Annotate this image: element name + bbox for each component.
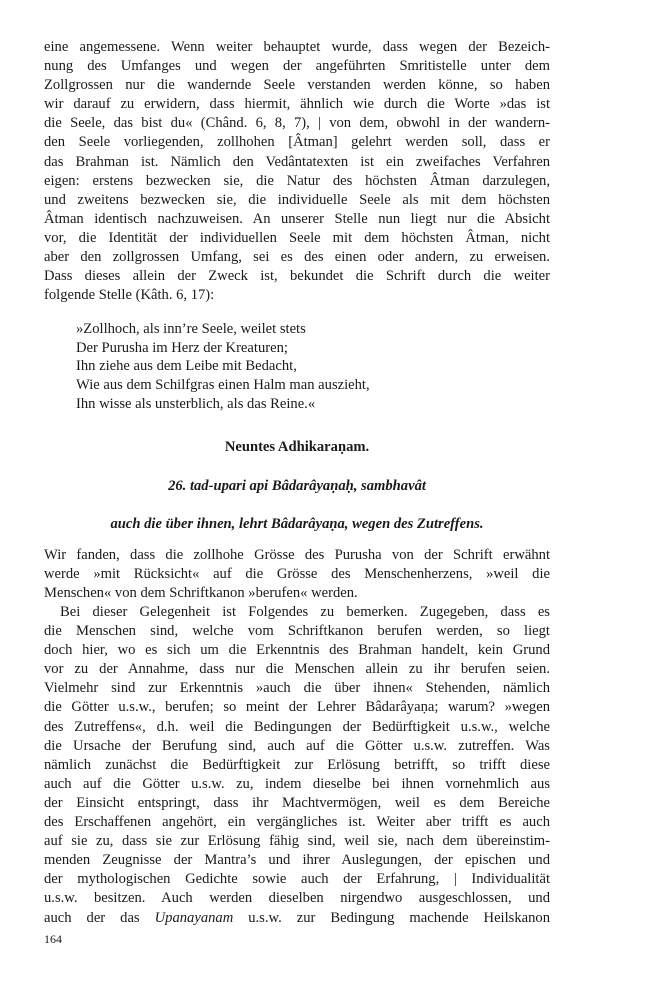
text-line: folgende Stelle (Kâth. 6, 17):: [44, 287, 215, 304]
sutra-translation: auch die über ihnen, lehrt Bâdarâyaṇa, wegen des Zutreffens.: [110, 516, 484, 532]
paragraph-3: [44, 603, 550, 909]
paragraph-2: [44, 546, 550, 603]
text-line: und zweitens bezwecken sie, die individuelle Seele als mit dem höchsten: [44, 191, 550, 208]
text-line: auf sie zu, dass sie zur Erlösung fähig sind, weil sie, nach dem übereinstim-: [44, 833, 550, 850]
text-line: die Ursache der Berufung sind, auch auf die Götter u.s.w. zutreffen. Was: [44, 737, 550, 754]
text-line: menden Zeugnisse der Mantra’s und ihrer Auslegungen, der epischen und: [44, 852, 550, 869]
text-line: werde »mit Rücksicht« auf die Grösse des Menschenherzens, »weil die: [44, 566, 550, 583]
text-line: doch hier, wo es sich um die Erkenntnis des Brahman handelt, kein Grund: [44, 642, 550, 659]
text-line: Ihn wisse als unsterblich, als das Reine.«: [76, 395, 316, 412]
text-line: Wie aus dem Schilfgras einen Halm man auszieht,: [76, 377, 370, 394]
text-line: des Erschaffenen angehört, ein vergängliches ist. Weiter aber trifft es auch: [44, 814, 550, 831]
text-line: das Brahman ist. Nämlich den Vedântatexten ist ein zweifaches Verfahren: [44, 153, 550, 170]
italic-term: Upanayanam: [154, 910, 234, 926]
paragraph-1: [44, 38, 550, 305]
text-line: Âtman identisch nachzuweisen. An unserer Stelle nun liegt nur die Absicht: [44, 210, 550, 227]
paragraph-3-last-line: [44, 909, 550, 928]
text-line: Vielmehr sind zur Erkenntnis »auch die über ihnen« Stehenden, nämlich: [44, 680, 550, 697]
text-line: eigen: erstens bezwecken sie, die Natur des höchsten Âtman darzulegen,: [44, 172, 550, 189]
sutra-heading: 26. tad-upari api Bâdarâyaṇaḥ, sambhavât: [168, 478, 426, 494]
text-line: vor, die Identität der individuellen Seele mit dem höchsten Âtman, nicht: [44, 229, 550, 246]
text-line: [44, 909, 550, 928]
text-line: u.s.w. besitzen. Auch werden dieselben nirgendwo ausgeschlossen, und: [44, 890, 550, 907]
text-line: eine angemessene. Wenn weiter behauptet wurde, dass wegen der Bezeich-: [44, 39, 550, 55]
text-fragment: u.s.w. zur Bedingung machende Heilskanon: [233, 910, 550, 926]
text-line: des Zutreffens«, d.h. weil die Bedingungen der Bedürftigkeit u.s.w., welche: [44, 718, 550, 735]
text-line: der mythologischen Gedichte sowie auch der Erfahrung, | Individualität: [44, 871, 550, 888]
text-line: nämlich zunächst die Bedürftigkeit zur Erlösung betrifft, so trifft diese: [44, 756, 550, 773]
page-number: 164: [44, 932, 62, 946]
text-line: auch auf die Götter u.s.w. zu, indem dieselbe bei ihnen vornehmlich aus: [44, 775, 550, 792]
text-line: Bei dieser Gelegenheit ist Folgendes zu bemerken. Zugegeben, dass es: [60, 604, 550, 620]
verse-quote: [76, 320, 496, 413]
text-line: Der Purusha im Herz der Kreaturen;: [76, 339, 288, 356]
text-line: vor zu der Annahme, dass nur die Menschen allein zu ihr berufen seien.: [44, 661, 550, 678]
text-line: nung des Umfanges und wegen der angeführten Smritistelle unter dem: [44, 58, 550, 75]
section-heading: Neuntes Adhikaraṇam.: [224, 439, 370, 455]
text-line: die Seele, das bist du« (Chând. 6, 8, 7), | von dem, obwohl in der wandern-: [44, 115, 550, 132]
text-line: aber den zollgrossen Umfang, sei es des einen oder andern, zu erweisen.: [44, 249, 550, 266]
text-line: Zollgrossen nur die wandernde Seele verstanden werden könne, so haben: [44, 77, 550, 94]
text-line: den Seele vorliegenden, zollhohen [Âtman] gelehrt werden soll, dass er: [44, 134, 550, 151]
text-fragment: auch der das: [44, 910, 155, 926]
text-line: Wir fanden, dass die zollhohe Grösse des Purusha von der Schrift erwähnt: [44, 547, 550, 563]
text-line: »Zollhoch, als inn’re Seele, weilet stets: [76, 321, 306, 337]
text-line: Ihn ziehe aus dem Leibe mit Bedacht,: [76, 358, 297, 375]
text-line: wir darauf zu erwidern, dass hiermit, ähnlich wie durch die Worte »das ist: [44, 96, 550, 113]
text-line: Dass dieses allein der Zweck ist, bekundet die Schrift durch die weiter: [44, 268, 550, 285]
text-line: der Einsicht entspringt, dass ihr Machtvermögen, weil es dem Bereiche: [44, 794, 550, 811]
text-line: Menschen« von dem Schriftkanon »berufen« werden.: [44, 585, 358, 602]
text-line: die Menschen sind, welche vom Schriftkanon berufen werden, so liegt: [44, 623, 550, 640]
text-line: die Götter u.s.w., berufen; so meint der Lehrer Bâdarâyaṇa; warum? »wegen: [44, 699, 550, 716]
